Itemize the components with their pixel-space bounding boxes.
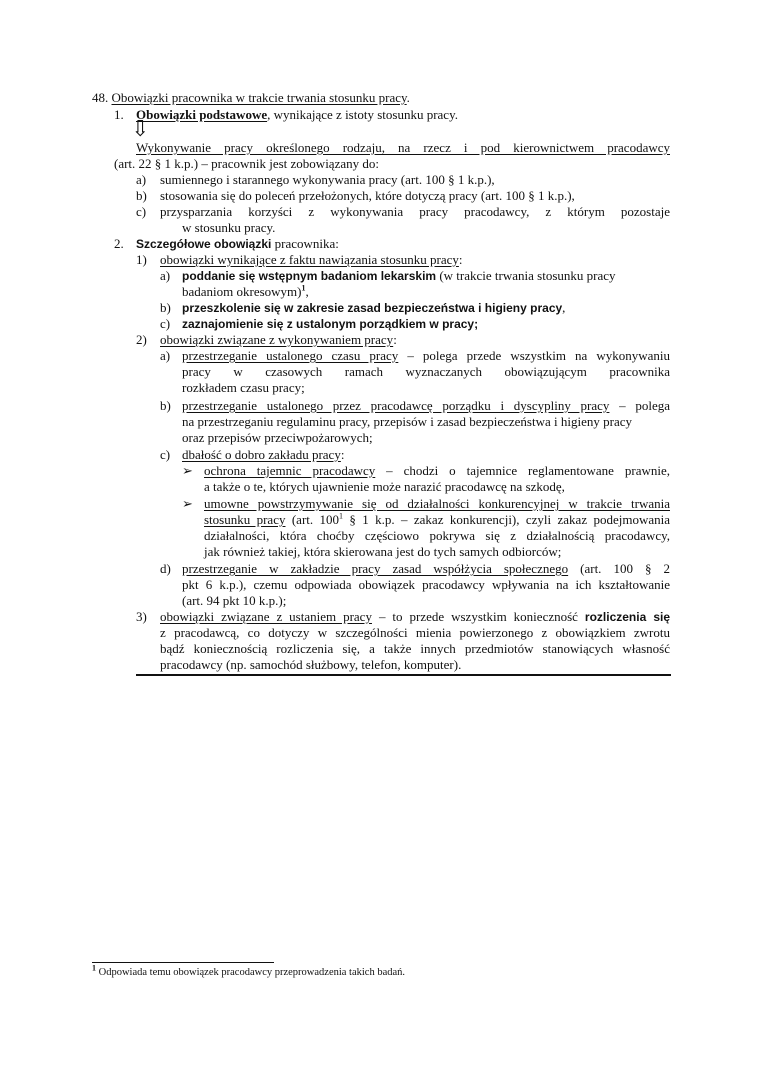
footnote-mark: 1 [92, 963, 96, 973]
section-divider [136, 674, 671, 676]
list-item: dbałość o dobro zakładu pracy: [182, 447, 345, 462]
paragraph-line: bądź koniecznością rozliczenia się, a także innych przedmiotów stanowiących własność [160, 641, 670, 656]
bullet-item-continuation: stosunku pracy (art. $100^1$ § 1 k.p. – zakaz konkurencji), czyli zakaz podejmowania [204, 511, 671, 527]
list-item-continuation: (art. 94 pkt 10 k.p.); [182, 593, 287, 608]
paragraph-line: (art. 22 § 1 k.p.) – pracownik jest zobowiązany do: [114, 156, 379, 171]
list-item: poddanie się wstępnym badaniom lekarskim (w trakcie trwania stosunku pracy [182, 268, 616, 283]
list-item: zaznajomienie się z ustalonym porządkiem w pracy; [182, 317, 479, 331]
list-item-continuation: oraz przepisów przeciwpożarowych; [182, 430, 373, 445]
subsection-basic-title: Obowiązki podstawowe, wynikające z istoty stosunku pracy. [136, 107, 458, 122]
list-item-continuation: na przestrzeganiu regulaminu pracy, przepisów i zasad bezpieczeństwa i higieny pracy [182, 414, 632, 429]
list-item-continuation: pracy w czasowych ramach wyznaczanych obowiązującym pracownika [182, 364, 670, 379]
list-item: przysparzania korzyści z wykonywania pracy pracodawcy, z którym pozostaje [160, 204, 670, 219]
arrow-bullet-icon: ➢ [182, 496, 193, 511]
list-number: 3) [136, 609, 147, 624]
list-item-continuation: pkt 6 k.p.), czemu odpowiada obowiązek pracodawcy wpływania na ich kształtowanie [182, 577, 670, 592]
footnote-divider [92, 962, 274, 963]
list-item: sumiennego i starannego wykonywania pracy (art. 100 § 1 k.p.), [160, 172, 495, 187]
list-marker: a) [160, 348, 171, 363]
list-number: 1. [114, 107, 124, 122]
subsection-detailed-title: Szczegółowe obowiązki pracownika: [136, 236, 339, 251]
list-marker: a) [160, 268, 171, 283]
arrow-bullet-icon: ➢ [182, 463, 193, 478]
list-number: 2) [136, 332, 147, 347]
list-marker: a) [136, 172, 147, 187]
list-item-continuation: rozkładem czasu pracy; [182, 380, 305, 395]
list-item-continuation: badaniom okresowym)$^1$, [182, 283, 309, 299]
list-number: 2. [114, 236, 124, 251]
paragraph-line: Wykonywanie pracy określonego rodzaju, na rzecz i pod kierownictwem pracodawcy [136, 140, 670, 155]
list-item: stosowania się do poleceń przełożonych, które dotyczą pracy (art. 100 § 1 k.p.), [160, 188, 575, 203]
bullet-item-continuation: jak również takiej, która skierowana jest do tych samych odbiorców; [204, 544, 562, 559]
paragraph-line: z pracodawcą, co dotyczy w szczególności mienia powierzonego z obowiązkiem zwrotu [160, 625, 670, 640]
list-item: przestrzeganie ustalonego przez pracodawcę porządku i dyscypliny pracy – polega [182, 398, 670, 413]
group-title: obowiązki wynikające z faktu nawiązania stosunku pracy: [160, 252, 463, 267]
bullet-item: ochrona tajemnic pracodawcy – chodzi o tajemnice reglamentowane prawnie, [204, 463, 670, 478]
bullet-item-continuation: działalności, która choćby częściowo pokrywa się z działalnością pracodawcy, [204, 528, 670, 543]
list-marker: b) [136, 188, 147, 203]
paragraph-line: pracodawcy (np. samochód służbowy, telefon, komputer). [160, 657, 462, 672]
list-marker: d) [160, 561, 171, 576]
list-marker: b) [160, 300, 171, 315]
down-arrow-icon: ⇩ [131, 116, 150, 141]
list-item-continuation: w stosunku pracy. [182, 220, 276, 235]
bullet-item: umowne powstrzymywanie się od działalności konkurencyjnej w trakcie trwania [204, 496, 670, 511]
group-title: obowiązki związane z wykonywaniem pracy: [160, 332, 397, 347]
bullet-item-continuation: a także o te, których ujawnienie może narazić pracodawcę na szkodę, [204, 479, 565, 494]
list-item: przeszkolenie się w zakresie zasad bezpieczeństwa i higieny pracy, [182, 300, 566, 315]
list-item: przestrzeganie w zakładzie pracy zasad współżycia społecznego (art. 100 § 2 [182, 561, 670, 576]
section-title: Obowiązki pracownika w trakcie trwania stosunku pracy [111, 90, 407, 105]
footnote: $^1$ Odpowiada temu obowiązek pracodawcy przeprowadzenia takich badań. [92, 963, 406, 978]
footnote-ref: 1 [301, 283, 306, 293]
group-title: obowiązki związane z ustaniem pracy – to przede wszystkim konieczność rozliczenia się [160, 609, 670, 624]
list-marker: b) [160, 398, 171, 413]
list-number: 1) [136, 252, 147, 267]
list-marker: c) [160, 316, 171, 331]
section-heading: 48. Obowiązki pracownika w trakcie trwania stosunku pracy. [92, 90, 410, 105]
list-item: przestrzeganie ustalonego czasu pracy – polega przede wszystkim na wykonywaniu [182, 348, 670, 363]
list-marker: c) [160, 447, 171, 462]
list-marker: c) [136, 204, 147, 219]
